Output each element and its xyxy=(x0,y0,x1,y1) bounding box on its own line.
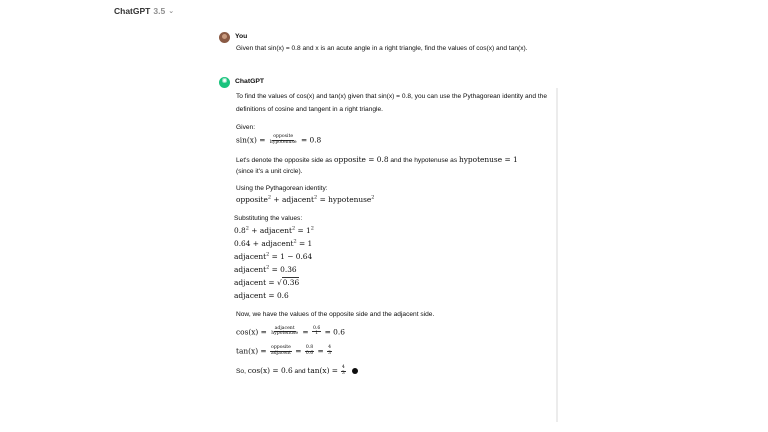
now-text: Now, we have the values of the opposite side and the adjacent side. xyxy=(236,310,435,318)
step-4: adjacent$^2$ = 0.36 xyxy=(234,264,297,274)
user-avatar xyxy=(219,32,230,43)
user-message xyxy=(219,32,564,53)
substitution-label: Substituting the values: xyxy=(234,215,303,223)
app-title: ChatGPT xyxy=(114,6,151,16)
final-answer: So, cos(x) = 0.6 and tan(x) = $\frac{4}{3}$ xyxy=(236,366,564,377)
identity-equation: opposite$^2$ + adjacent$^2$ = hypotenuse$^2$ xyxy=(236,194,375,205)
substitution-steps xyxy=(234,225,564,303)
intro-text: To find the values of cos(x) and tan(x) given that sin(x) = 0.8, you can use the Pythagorean identity and the definitions of cosine and tangent in a right triangle. xyxy=(236,93,548,113)
typing-cursor-icon xyxy=(352,368,358,374)
step-2: 0.64 + adjacent$^2$ = 1 xyxy=(234,238,313,248)
chevron-down-icon: ⌄ xyxy=(168,8,175,15)
step-5: adjacent = √0.36 xyxy=(234,277,300,287)
given-equation: sin(x) = $\frac{\text{opposite}}{\text{hypotenuse}}$ = 0.8 xyxy=(236,133,322,145)
step-6: adjacent = 0.6 xyxy=(234,290,289,300)
step-1: $0.8^2$ + adjacent$^2$ = $1^2$ xyxy=(234,225,314,236)
step-3: adjacent$^2$ = 1 − 0.64 xyxy=(234,251,313,261)
model-selector[interactable] xyxy=(114,6,174,16)
given-label: Given: xyxy=(236,124,256,132)
assistant-name: ChatGPT xyxy=(235,78,265,86)
user-message-text: Given that sin(x) = 0.8 and x is an acute angle in a right triangle, find the values of cos(x) and tan(x). xyxy=(236,45,528,52)
chatgpt-logo-icon: ✺ xyxy=(219,77,230,88)
assistant-message xyxy=(219,77,564,377)
tan-equation: tan(x) = $\frac{\text{opposite}}{\text{adjacent}}$ = $\frac{0.8}{0.6}$ = $\frac{4}{3}$ xyxy=(236,345,332,357)
identity-label: Using the Pythagorean identity: xyxy=(236,185,328,193)
cos-equation: cos(x) = $\frac{\text{adjacent}}{\text{hypotenuse}}$ = $\frac{0.6}{1}$ = 0.6 xyxy=(236,325,345,337)
denote-text: Let's denote the opposite side as opposite = 0.8 and the hypotenuse as hypotenuse = 1 (since it's a unit circle). xyxy=(236,154,518,176)
user-name: You xyxy=(235,33,248,41)
model-version: 3.5 xyxy=(153,6,166,16)
